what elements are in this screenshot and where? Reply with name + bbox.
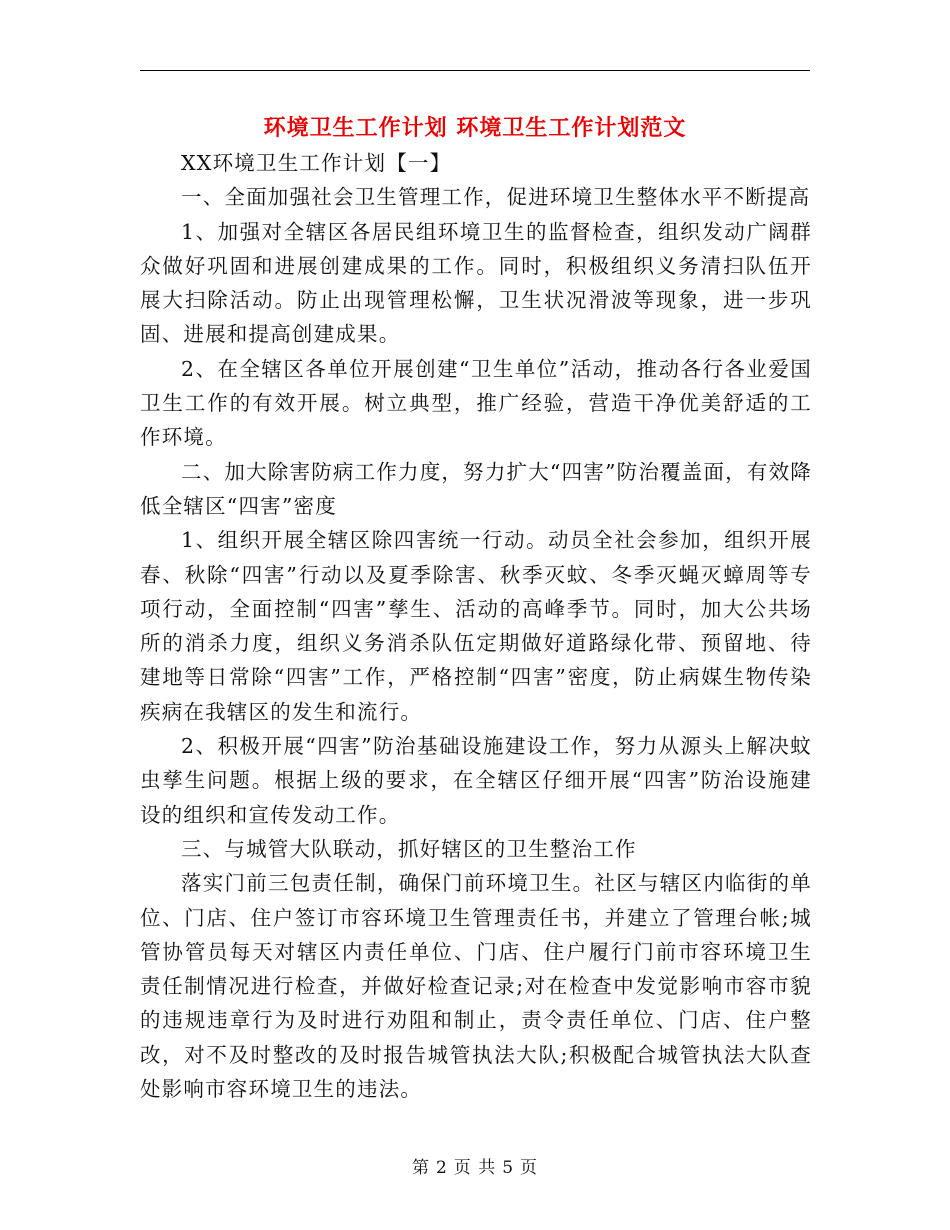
page-footer bbox=[0, 1153, 950, 1178]
paragraph: 落实门前三包责任制，确保门前环境卫生。社区与辖区内临街的单位、门店、住户签订市容环境卫生管理责任书，并建立了管理台帐;城管协管员每天对辖区内责任单位、门店、住户履行门前市容环境卫生责任制情况进行检查，并做好检查记录;对在检查中发觉影响市容市貌的违规违章行为及时进行劝阻和制止，责令责任单位、门店、住户整改，对不及时整改的及时报告城管执法大队;积极配合城管执法大队查处影响市容环境卫生的违法。 bbox=[140, 871, 812, 1102]
document-body bbox=[140, 146, 812, 1106]
paragraph: 1、组织开展全辖区除四害统一行动。动员全社会参加，组织开展春、秋除“四害”行动以及夏季除害、秋季灭蚊、冬季灭蝇灭蟑周等专项行动，全面控制“四害”孳生、活动的高峰季节。同时，加大公共场所的消杀力度，组织义务消杀队伍定期做好道路绿化带、预留地、待建地等日常除“四害”工作，严格控制“四害”密度，防止病媒生物传染疾病在我辖区的发生和流行。 bbox=[140, 528, 812, 724]
footer-prefix: 第 bbox=[411, 1158, 430, 1178]
footer-page-number: 2 bbox=[435, 1158, 448, 1178]
footer-suffix: 页 bbox=[520, 1158, 539, 1178]
section-heading: XX环境卫生工作计划【一】 bbox=[181, 151, 452, 175]
footer-middle: 页 共 bbox=[453, 1158, 497, 1178]
paragraph: 二、加大除害防病工作力度，努力扩大“四害”防治覆盖面，有效降低全辖区“四害”密度 bbox=[140, 459, 812, 518]
paragraph: 1、加强对全辖区各居民组环境卫生的监督检查，组织发动广阔群众做好巩固和进展创建成果的工作。同时，积极组织义务清扫队伍开展大扫除活动。防止出现管理松懈，卫生状况滑波等现象，进一步巩固、进展和提高创建成果。 bbox=[140, 219, 812, 347]
paragraph: 2、在全辖区各单位开展创建“卫生单位”活动，推动各行各业爱国卫生工作的有效开展。树立典型，推广经验，营造干净优美舒适的工作环境。 bbox=[140, 356, 812, 450]
document-title: 环境卫生工作计划 环境卫生工作计划范文 bbox=[263, 115, 687, 141]
paragraph: 2、积极开展“四害”防治基础设施建设工作，努力从源头上解决蚊虫孳生问题。根据上级的要求，在全辖区仔细开展“四害”防治设施建设的组织和宣传发动工作。 bbox=[140, 734, 812, 827]
footer-total-pages: 5 bbox=[502, 1158, 515, 1178]
paragraph: 三、与城管大队联动，抓好辖区的卫生整治工作 bbox=[181, 836, 637, 861]
header-rule bbox=[140, 70, 810, 71]
paragraph: 一、全面加强社会卫生管理工作，促进环境卫生整体水平不断提高 bbox=[181, 185, 811, 210]
